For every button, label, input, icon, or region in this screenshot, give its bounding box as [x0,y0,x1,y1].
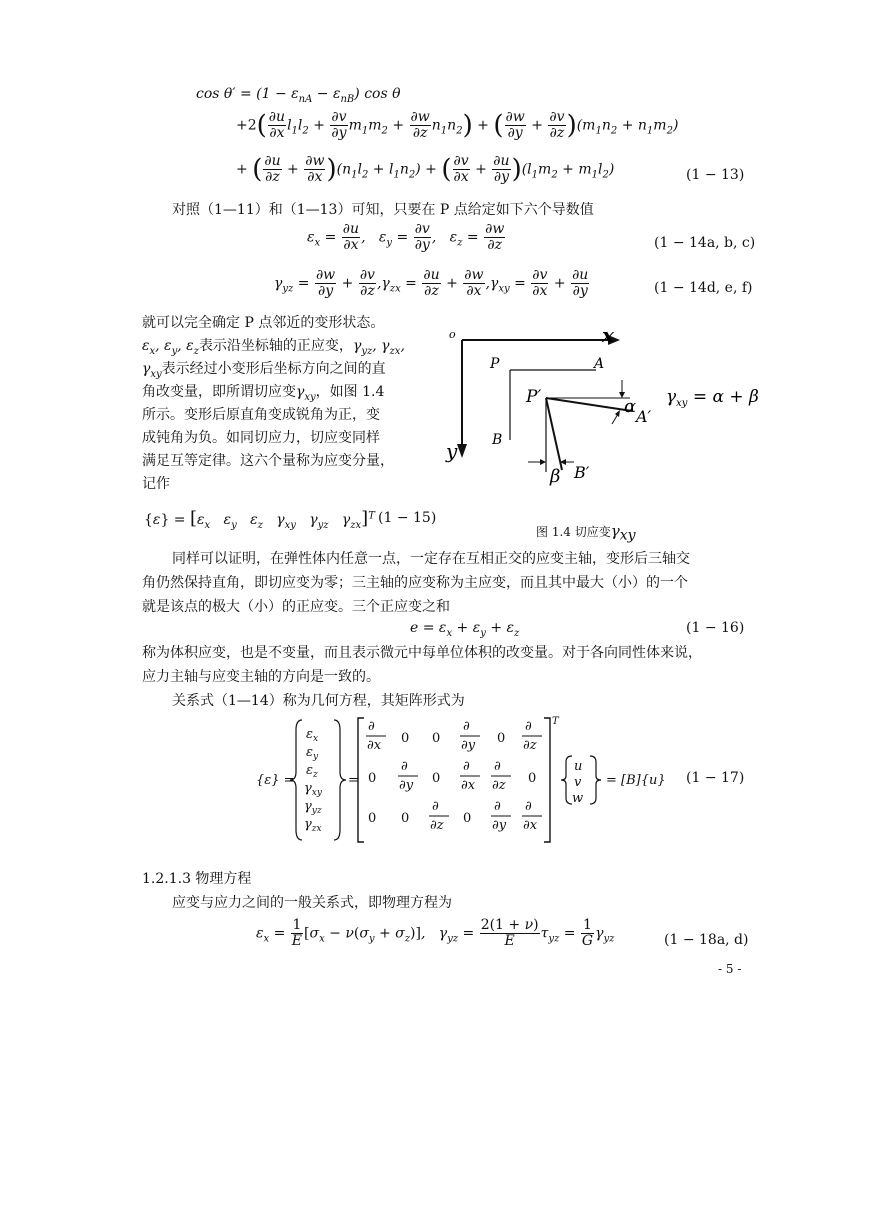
para3-line1: 同样可以证明，在弹性体内任意一点，一定存在互相正交的应变主轴，变形后三轴交 [172,551,690,567]
svg-text:γzx: $\gamma_{zx}$ [304,817,322,834]
svg-text:∂y: ∂y [461,738,476,753]
figure-caption [536,522,636,543]
para2-line8: 记作 [142,476,170,492]
para2-line1: 就可以完全确定 P 点邻近的变形状态。 [142,315,385,331]
para2-line2-text: 表示沿坐标轴的正应变， [198,338,353,354]
label-x: x [602,323,614,347]
svg-text:∂x: ∂x [523,818,538,833]
para2-line2: $\varepsilon_x$, $\varepsilon_y$, $\varepsilon_z$表示沿坐标轴的正应变，$\gamma_{yz}$, $\gamma_{zx}$, [142,338,405,357]
svg-text:0: 0 [368,771,377,786]
figure-1-4 [440,322,770,492]
label-alpha: α [624,396,637,417]
eq14def-number: (1 − 14d, e, f) [654,280,753,296]
svg-text:γyz: $\gamma_{yz}$ [304,799,322,816]
svg-text:εz: $\varepsilon_z$ [306,763,318,780]
label-B: B [492,432,503,448]
svg-text:∂: ∂ [463,719,470,734]
para4-line2: 应力主轴与应变主轴的方向是一致的。 [142,669,380,685]
svg-text:∂: ∂ [525,719,532,734]
para2-line4: 角改变量，即所谓切应变$\gamma_{xy}$，如图 1.4 [142,384,385,403]
para2-line6: 成钝角为负。如同切应力，切应变同样 [142,430,380,446]
formula [666,387,759,409]
eq18: $\varepsilon_x$ = $\frac{1}{E}$ $[\sigma_x - \nu(\sigma_y + \sigma_z)]$, $\gamma_{yz}$ = $\frac{2(1 + \nu)}{E}$ $\tau_{yz}$ = $\frac{1}{G}$ $\gamma_{yz}$ [256,917,615,949]
svg-text:∂y: ∂y [399,778,414,793]
figure-caption-sub: xy [619,527,636,544]
eq13-line1 [196,86,401,105]
svg-text:0: 0 [401,731,410,746]
eq13-sub2: nB [340,93,355,105]
label-Pp: P′ [526,387,542,407]
svg-text:∂: ∂ [432,799,439,814]
svg-text:∂: ∂ [401,759,408,774]
para3-line3: 就是该点的极大（小）的正应变。三个正应变之和 [142,599,450,615]
para2-line7: 满足互等定律。这六个量称为应变分量， [142,453,394,469]
label-P: P [490,356,500,372]
formula-rest: = α + β [687,387,759,407]
para1: 对照（1—11）和（1—13）可知，只要在 P 点给定如下六个导数值 [172,202,594,218]
svg-text:u: u [574,759,583,774]
para4-line1: 称为体积应变，也是不变量，而且表示微元中每单位体积的改变量。对于各向同性体来说， [142,645,702,661]
eq15-number: (1 − 15) [378,510,437,526]
eq14def: $\gamma_{yz}$ = $\frac{\partial w}{\partial y}$ + $\frac{\partial v}{\partial z}$ $,\gamma_{zx}$ = $\frac{\partial u}{\partial z}$ + $\frac{\partial w}{\partial x}$ $,\gamma_{xy}$ = $\frac{\partial v}{\partial x}$ + $\frac{\partial u}{\partial y}$ [274,267,589,299]
svg-text:v: v [574,775,582,790]
eq17 [256,716,676,850]
figure-caption-sym: γ [610,522,620,540]
svg-text:0: 0 [528,771,537,786]
svg-text:∂x: ∂x [461,778,476,793]
eq13-line3: + ( $\frac{\partial u}{\partial z}$ + $\frac{\partial w}{\partial x}$ )$(n_1l_2 + l_1n_2)$ + ( $\frac{\partial v}{\partial x}$ + $\frac{\partial u}{\partial y}$ )$(l_1m_2 + m_1l_2)$ [236,153,615,185]
svg-text:0: 0 [463,811,472,826]
para5: 关系式（1—14）称为几何方程，其矩阵形式为 [172,693,465,709]
svg-text:∂: ∂ [463,759,470,774]
label-Bp: B′ [574,463,590,482]
eq13-sub1: nA [298,93,313,105]
section-heading: 1.2.1.3 物理方程 [142,871,252,887]
svg-text:= [B]{u}: = [B]{u} [606,773,666,788]
page-number: - 5 - [718,962,742,976]
eq16-number: (1 − 16) [686,620,745,636]
eq16: $e = \varepsilon_x + \varepsilon_y + \varepsilon_z$ [410,620,520,639]
svg-text:∂: ∂ [525,799,532,814]
eq17-number: (1 − 17) [686,770,745,786]
svg-text:∂z: ∂z [492,778,506,793]
label-beta: β [550,466,561,487]
svg-text:T: T [552,716,559,727]
svg-text:∂z: ∂z [523,738,537,753]
eq18-number: (1 − 18a, d) [664,932,749,948]
svg-text:∂y: ∂y [492,818,507,833]
svg-text:0: 0 [401,811,410,826]
eq13-line2: +2( $\frac{\partial u}{\partial x}$ $l_1l_2$ + $\frac{\partial v}{\partial y}$ $m_1m_2$ + $\frac{\partial w}{\partial z}$ $n_1n_2$) + ( $\frac{\partial w}{\partial y}$ + $\frac{\partial v}{\partial z}$ )$(m_1n_2 + n_1m_2)$ [236,109,679,141]
eq13-number: (1 − 13) [686,167,745,183]
svg-text:∂: ∂ [368,719,375,734]
para2-line3-text: 表示经过小变形后坐标方向之间的直 [161,361,386,377]
svg-text:εx: $\varepsilon_x$ [306,727,319,744]
svg-text:∂: ∂ [494,799,501,814]
svg-text:εy: $\varepsilon_y$ [306,745,319,762]
label-Ap: A′ [636,407,652,426]
figure-caption-text: 图 1.4 切应变 [536,525,611,539]
formula-gamma: γ [666,387,677,407]
svg-text:∂x: ∂x [367,738,382,753]
formula-sub: xy [676,398,688,409]
para2-ref: ，如图 1.4 [315,384,385,400]
eq17-matrix [256,716,676,846]
svg-text:w: w [572,791,584,806]
svg-text:0: 0 [432,731,441,746]
svg-text:{ε} =: {ε} = [256,773,295,788]
svg-text:∂: ∂ [494,759,501,774]
eq15: $\{\varepsilon\} = [\varepsilon_x$ $\varepsilon_y$ $\varepsilon_z$ $\gamma_{xy}$ $\gamma_{yz}$ $\gamma_{zx}]^T$ [144,508,375,531]
eq13-mid: − ε [312,86,341,102]
label-y: y [446,439,458,463]
eq14abc: $\varepsilon_x$ = $\frac{\partial u}{\partial x}$ , $\varepsilon_y$ = $\frac{\partial v}{\partial y}$ , $\varepsilon_z$ = $\frac{\partial w}{\partial z}$ [307,221,505,253]
svg-text:=: = [348,773,359,788]
svg-text:0: 0 [497,731,506,746]
eq13-text: cos θ′ = (1 − ε [196,86,299,102]
para3-line2: 角仍然保持直角，即切应变为零；三主轴的应变称为主应变，而且其中最大（小）的一个 [142,575,688,591]
svg-text:γxy: $\gamma_{xy}$ [304,781,322,798]
label-o: o [449,328,456,341]
para2-line5: 所示。变形后原直角变成锐角为正，变 [142,407,380,423]
eq14abc-number: (1 − 14a, b, c) [654,235,756,251]
para2-line3: $\gamma_{xy}$表示经过小变形后坐标方向之间的直 [142,361,386,380]
svg-text:0: 0 [368,811,377,826]
eq13-end: ) cos θ [354,86,401,102]
svg-text:0: 0 [432,771,441,786]
para2-line4-text: 角改变量，即所谓切应变 [142,384,296,400]
label-A: A [594,356,605,372]
svg-text:∂z: ∂z [430,818,444,833]
para6: 应变与应力之间的一般关系式，即物理方程为 [172,895,452,911]
